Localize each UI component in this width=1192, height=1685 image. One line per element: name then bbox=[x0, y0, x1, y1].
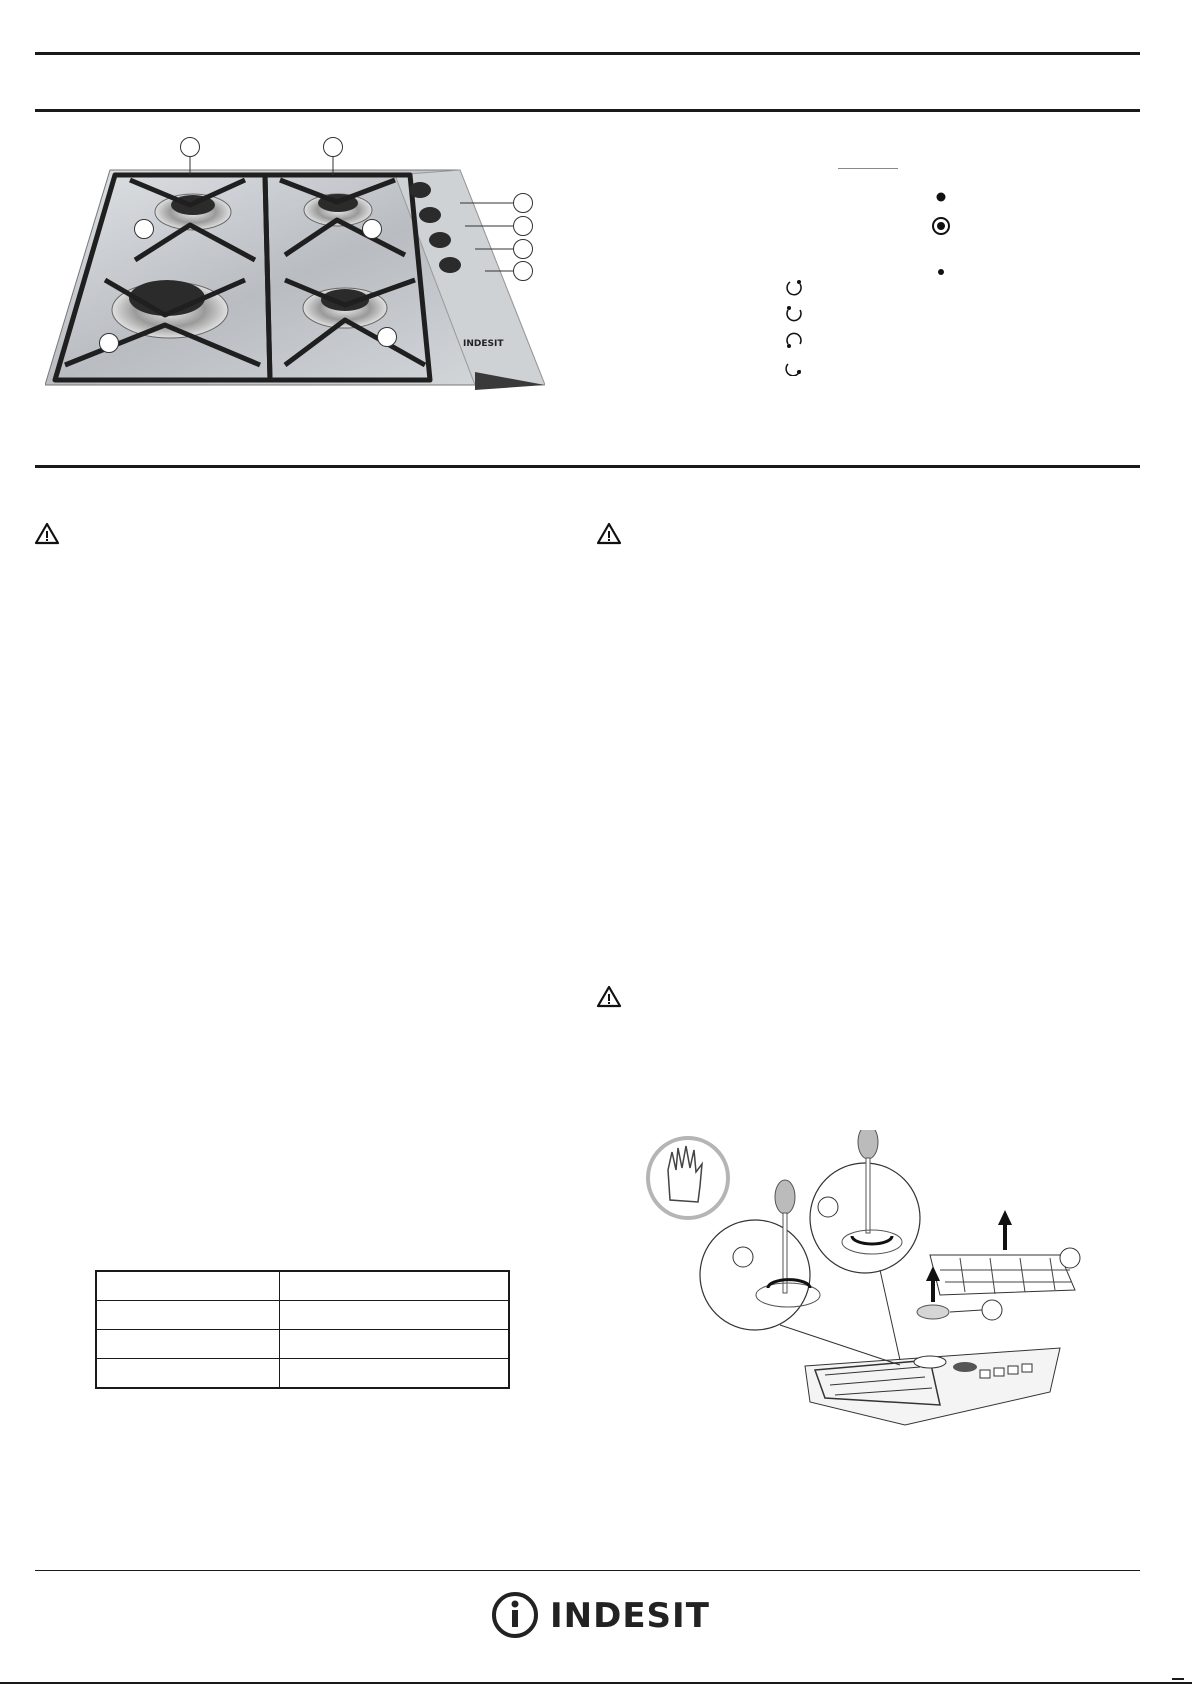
table-row bbox=[96, 1271, 509, 1301]
table-row bbox=[96, 1301, 509, 1330]
symbol-large-flame-dot bbox=[935, 191, 947, 203]
symbol-small-flame-dot bbox=[937, 268, 945, 276]
warning-triangle-icon bbox=[596, 522, 622, 546]
burner-position-icon-3 bbox=[784, 330, 804, 350]
symbol-ignition-ring bbox=[931, 216, 951, 236]
table-row bbox=[96, 1359, 509, 1389]
footer-brand-wordmark: INDESIT bbox=[550, 1596, 710, 1636]
zoom-circle-left bbox=[700, 1220, 810, 1330]
callout-burner-d bbox=[377, 327, 397, 347]
maintenance-illustration bbox=[640, 1130, 1120, 1430]
callout-leader-lines bbox=[0, 0, 560, 300]
bottom-edge-rule bbox=[0, 1682, 1192, 1684]
burner-position-icon-4 bbox=[784, 356, 804, 376]
burner-position-icon-1 bbox=[784, 278, 804, 298]
page-corner-mark bbox=[1172, 1678, 1184, 1680]
warning-triangle-icon bbox=[34, 522, 60, 546]
indesit-i-logo bbox=[490, 1590, 550, 1640]
callout-burner-c bbox=[99, 333, 119, 353]
gloves-icon bbox=[648, 1138, 728, 1218]
legend-underline bbox=[838, 168, 898, 169]
specification-table bbox=[95, 1270, 510, 1389]
table-row bbox=[96, 1330, 509, 1359]
section-rule bbox=[35, 465, 1140, 468]
warning-triangle-icon bbox=[596, 985, 622, 1009]
zoom-circle-right bbox=[810, 1163, 920, 1273]
burner-position-icon-2 bbox=[784, 304, 804, 324]
screwdriver-icon bbox=[775, 1180, 795, 1214]
hob-brand-label: INDESIT bbox=[463, 339, 504, 349]
footer-rule bbox=[35, 1570, 1140, 1571]
